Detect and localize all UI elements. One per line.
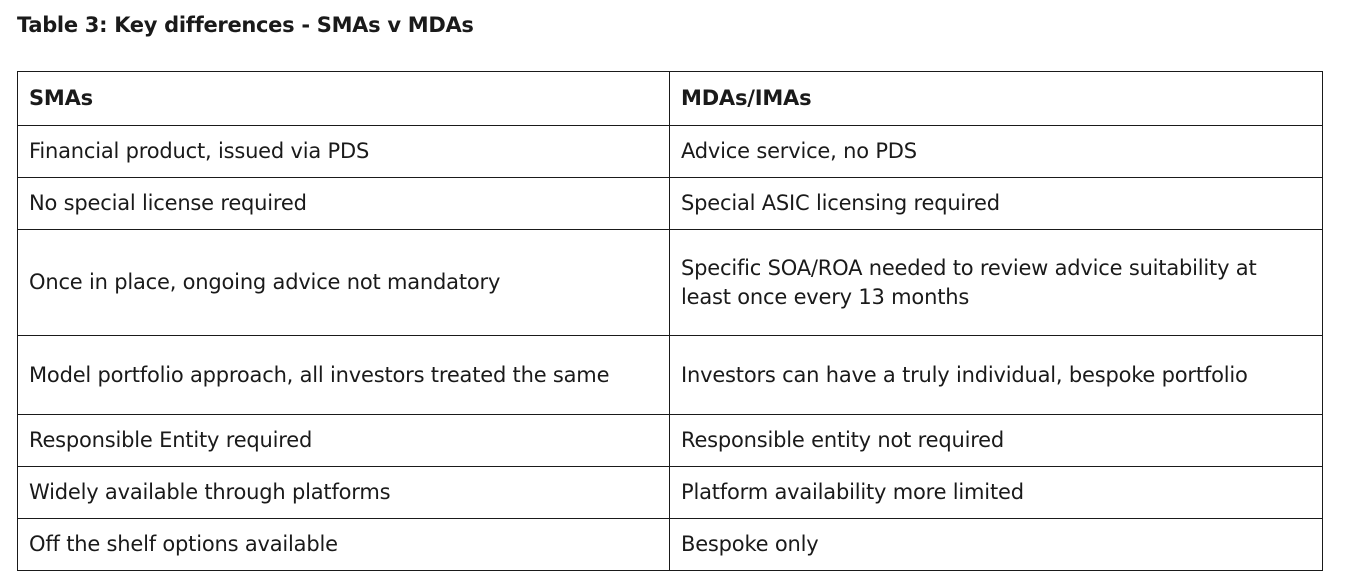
table-cell-smas: Financial product, issued via PDS (18, 126, 670, 178)
table-header-row (18, 72, 1323, 126)
table-cell-smas: Off the shelf options available (18, 519, 670, 571)
table-title: Table 3: Key differences - SMAs v MDAs (17, 13, 474, 37)
table-cell-mdas: Investors can have a truly individual, bespoke portfolio (670, 336, 1323, 415)
table-row (18, 519, 1323, 571)
table-row (18, 126, 1323, 178)
table-row (18, 415, 1323, 467)
table-cell-mdas: Specific SOA/ROA needed to review advice suitability at least once every 13 months (670, 230, 1323, 336)
header-smas: SMAs (18, 72, 670, 126)
table-cell-smas: Widely available through platforms (18, 467, 670, 519)
table-cell-mdas: Advice service, no PDS (670, 126, 1323, 178)
table-cell-smas: Once in place, ongoing advice not mandatory (18, 230, 670, 336)
table-cell-smas: No special license required (18, 178, 670, 230)
key-differences-table (17, 71, 1323, 571)
table-cell-mdas: Bespoke only (670, 519, 1323, 571)
table-cell-mdas: Responsible entity not required (670, 415, 1323, 467)
table-row (18, 230, 1323, 336)
table-row (18, 178, 1323, 230)
table-cell-mdas: Special ASIC licensing required (670, 178, 1323, 230)
table-cell-smas: Model portfolio approach, all investors treated the same (18, 336, 670, 415)
header-mdas-imas: MDAs/IMAs (670, 72, 1323, 126)
table-cell-mdas: Platform availability more limited (670, 467, 1323, 519)
table-cell-smas: Responsible Entity required (18, 415, 670, 467)
table-row (18, 467, 1323, 519)
table-row (18, 336, 1323, 415)
